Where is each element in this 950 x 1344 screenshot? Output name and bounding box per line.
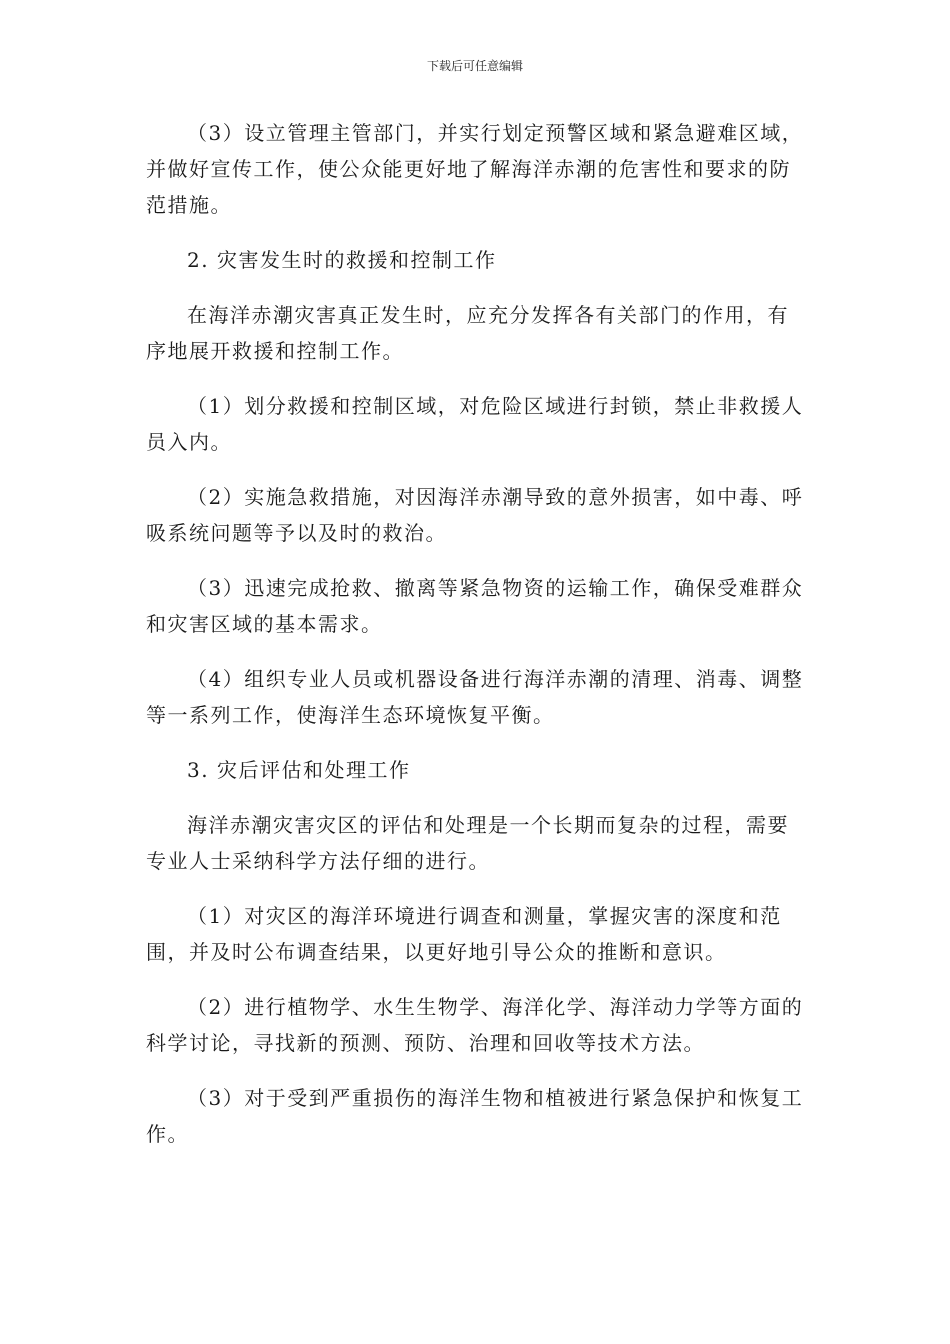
document-body <box>146 115 806 1171</box>
paragraph-measure-3-publicity: （3）设立管理主管部门，并实行划定预警区域和紧急避难区域，并做好宣传工作，使公众能更好地了解海洋赤潮的危害性和要求的防范措施。 <box>146 121 804 217</box>
section-heading-post-disaster: 3. 灾后评估和处理工作 <box>187 758 411 782</box>
paragraph-post-item-2: （2）进行植物学、水生生物学、海洋化学、海洋动力学等方面的科学讨论，寻找新的预测、预防、治理和回收等技术方法。 <box>146 995 804 1055</box>
paragraph-rescue-item-1: （1）划分救援和控制区域，对危险区域进行封锁，禁止非救援人员入内。 <box>146 394 804 454</box>
paragraph-rescue-item-3: （3）迅速完成抢救、撤离等紧急物资的运输工作，确保受难群众和灾害区域的基本需求。 <box>146 576 804 636</box>
paragraph-post-disaster-intro: 海洋赤潮灾害灾区的评估和处理是一个长期而复杂的过程，需要专业人士采纳科学方法仔细的进行。 <box>146 813 789 873</box>
section-heading-rescue-control: 2. 灾害发生时的救援和控制工作 <box>187 248 497 272</box>
paragraph-rescue-item-4: （4）组织专业人员或机器设备进行海洋赤潮的清理、消毒、调整等一系列工作，使海洋生态环境恢复平衡。 <box>146 667 804 727</box>
paragraph-rescue-item-2: （2）实施急救措施，对因海洋赤潮导致的意外损害，如中毒、呼吸系统问题等予以及时的救治。 <box>146 485 804 545</box>
paragraph-post-item-3: （3）对于受到严重损伤的海洋生物和植被进行紧急保护和恢复工作。 <box>146 1086 804 1146</box>
page-header: 下载后可任意编辑 <box>426 59 523 73</box>
paragraph-rescue-intro: 在海洋赤潮灾害真正发生时，应充分发挥各有关部门的作用，有序地展开救援和控制工作。 <box>146 303 789 363</box>
paragraph-post-item-1: （1）对灾区的海洋环境进行调查和测量，掌握灾害的深度和范围，并及时公布调查结果，以更好地引导公众的推断和意识。 <box>146 904 782 964</box>
